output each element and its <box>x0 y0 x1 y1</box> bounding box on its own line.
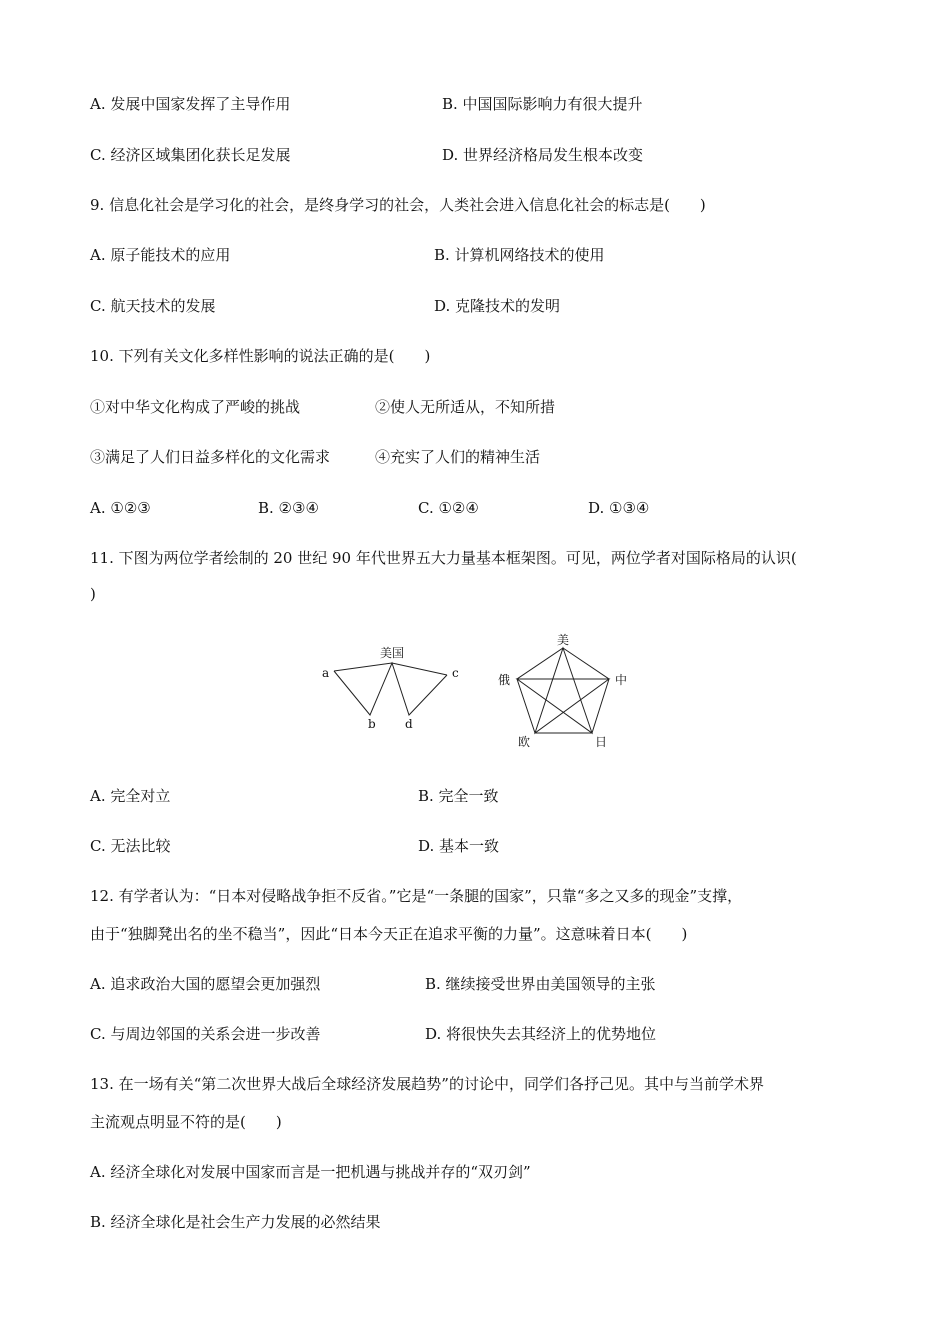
q8-option-a: A. 发展中国家发挥了主导作用 <box>90 95 291 113</box>
fig1-label-c: c <box>452 666 459 680</box>
q12-option-d: D. 将很快失去其经济上的优势地位 <box>425 1025 657 1043</box>
q10-statement-4: ④充实了人们的精神生活 <box>375 448 541 466</box>
q9-option-c: C. 航天技术的发展 <box>90 297 216 315</box>
q8-option-c: C. 经济区域集团化获长足发展 <box>90 146 291 164</box>
fig2-label-cn: 中 <box>615 673 628 687</box>
q8-option-b: B. 中国国际影响力有很大提升 <box>442 95 643 113</box>
q12-stem-cont: 由于“独脚凳出名的坐不稳当”，因此“日本今天正在追求平衡的力量”。这意味着日本( ) <box>90 925 688 943</box>
fig2-label-ru: 俄 <box>498 673 511 687</box>
fig2-label-jp: 日 <box>595 735 608 749</box>
fig2-label-eu: 欧 <box>518 735 531 749</box>
q11-stem: 11. 下图为两位学者绘制的 20 世纪 90 年代世界五大力量基本框架图。可见，两位学者对国际格局的认识( <box>90 549 797 567</box>
q9-option-d: D. 克隆技术的发明 <box>434 297 561 315</box>
q13-stem: 13. 在一场有关“第二次世界大战后全球经济发展趋势”的讨论中，同学们各抒己见。其中与当前学术界 <box>90 1075 764 1093</box>
framework-diagram-2 <box>517 648 609 733</box>
q11-option-a: A. 完全对立 <box>90 787 171 805</box>
q13-stem-cont: 主流观点明显不符的是( ) <box>90 1113 282 1131</box>
fig1-label-b: b <box>368 717 376 731</box>
q13-option-a: A. 经济全球化对发展中国家而言是一把机遇与挑战并存的“双刃剑” <box>90 1163 531 1181</box>
fig1-label-a: a <box>322 666 330 680</box>
q12-stem: 12. 有学者认为：“日本对侵略战争拒不反省。”它是“一条腿的国家”，只靠“多之又多的现金”支撑， <box>90 887 743 905</box>
q12-option-c: C. 与周边邻国的关系会进一步改善 <box>90 1025 321 1043</box>
q10-statement-3: ③满足了人们日益多样化的文化需求 <box>90 448 331 466</box>
q10-option-a: A. ①②③ <box>90 499 151 517</box>
q12-option-b: B. 继续接受世界由美国领导的主张 <box>425 975 656 993</box>
framework-diagram-1 <box>334 663 447 715</box>
q11-option-c: C. 无法比较 <box>90 837 171 855</box>
fig1-label-us: 美国 <box>380 646 405 660</box>
fig2-label-us: 美 <box>557 633 570 647</box>
q8-option-d: D. 世界经济格局发生根本改变 <box>442 146 644 164</box>
q9-stem: 9. 信息化社会是学习化的社会，是终身学习的社会，人类社会进入信息化社会的标志是( ) <box>90 196 706 214</box>
q10-statement-1: ①对中华文化构成了严峻的挑战 <box>90 398 301 416</box>
q10-option-d: D. ①③④ <box>588 499 650 517</box>
q9-option-b: B. 计算机网络技术的使用 <box>434 246 605 264</box>
q10-option-c: C. ①②④ <box>418 499 479 517</box>
fig1-label-d: d <box>405 717 413 731</box>
q10-stem: 10. 下列有关文化多样性影响的说法正确的是( ) <box>90 347 431 365</box>
q12-option-a: A. 追求政治大国的愿望会更加强烈 <box>90 975 321 993</box>
q10-option-b: B. ②③④ <box>258 499 319 517</box>
q11-option-d: D. 基本一致 <box>418 837 500 855</box>
q11-stem-cont: ) <box>90 585 96 603</box>
q11-option-b: B. 完全一致 <box>418 787 499 805</box>
q13-option-b: B. 经济全球化是社会生产力发展的必然结果 <box>90 1213 381 1231</box>
q9-option-a: A. 原子能技术的应用 <box>90 246 231 264</box>
q10-statement-2: ②使人无所适从，不知所措 <box>375 398 556 416</box>
